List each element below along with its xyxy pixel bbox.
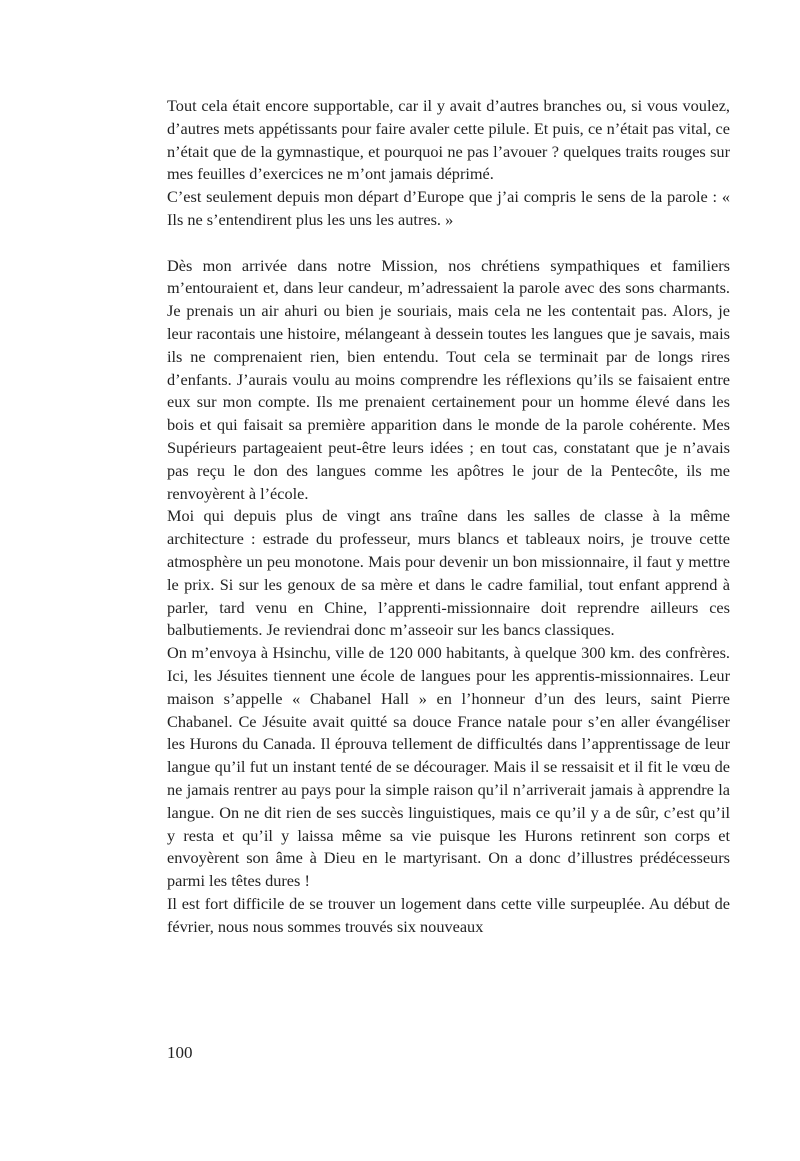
paragraph-1: Tout cela était encore supportable, car il y avait d’autres branches ou, si vous voulez, d’autres mets appétissants pour faire avaler cette pilule. Et puis, ce n’était pas vital, ce n’était que de la gymnastique, et pourquoi ne pas l’avouer ? quelques traits rouges sur mes feuilles d’exercices ne m’ont jamais déprimé. <box>167 96 730 184</box>
paragraph-6: Il est fort difficile de se trouver un logement dans cette ville surpeuplée. Au début de février, nous nous sommes trouvés six nouveaux <box>167 893 730 936</box>
page-number: 100 <box>167 1043 193 1062</box>
paragraph-2: C’est seulement depuis mon départ d’Europe que j’ai compris le sens de la parole : « Ils ne s’entendirent plus les uns les autres. » <box>167 187 730 229</box>
page-body <box>167 95 730 938</box>
paragraph-5: On m’envoya à Hsinchu, ville de 120 000 habitants, à quelque 300 km. des confrères. Ici, les Jésuites tiennent une école de langues pour les apprentis-missionnaires. Leur maison s’appelle « Chabanel Hall » en l’honneur d’un des leurs, saint Pierre Chabanel. Ce Jésuite avait quitté sa douce France natale pour s’en aller évangéliser les Hurons du Canada. Il éprouva tellement de difficultés dans l’apprentissage de leur langue qu’il fut un instant tenté de se décourager. Mais il se ressaisit et il fit le vœu de ne jamais rentrer au pays pour la simple raison qu’il n’arriverait jamais à apprendre la langue. On ne dit rien de ses succès linguistiques, mais ce qu’il y a de sûr, c’est qu’il y resta et qu’il y laissa même sa vie puisque les Hurons retinrent son corps et envoyèrent son âme à Dieu en le martyrisant. On a donc d’illustres prédécesseurs parmi les têtes dures ! <box>167 643 730 891</box>
paragraph-3: Dès mon arrivée dans notre Mission, nos chrétiens sympathiques et familiers m’entouraient et, dans leur candeur, m’adressaient la parole avec des sons charmants. Je prenais un air ahuri ou bien je souriais, mais cela ne les contentait pas. Alors, je leur racontais une histoire, mélangeant à dessein toutes les langues que je savais, mais ils ne comprenaient rien, bien entendu. Tout cela se terminait par de longs rires d’enfants. J’aurais voulu au moins comprendre les réflexions qu’ils se faisaient entre eux sur mon compte. Ils me prenaient certainement pour un homme élevé dans les bois et qui faisait sa première apparition dans le monde de la parole cohérente. Mes Supérieurs partageaient peut-être leurs idées ; en tout cas, constatant que je n’avais pas reçu le don des langues comme les apôtres le jour de la Pentecôte, ils me renvoyèrent à l’école. <box>167 255 730 503</box>
paragraph-4: Moi qui depuis plus de vingt ans traîne dans les salles de classe à la même architecture : estrade du professeur, murs blancs et tableaux noirs, je trouve cette atmosphère un peu monotone. Mais pour devenir un bon missionnaire, il faut y mettre le prix. Si sur les genoux de sa mère et dans le cadre familial, tout enfant apprend à parler, tard venu en Chine, l’apprenti-missionnaire doit reprendre ailleurs ces balbutiements. Je reviendrai donc m’asseoir sur les bancs classiques. <box>167 506 730 640</box>
